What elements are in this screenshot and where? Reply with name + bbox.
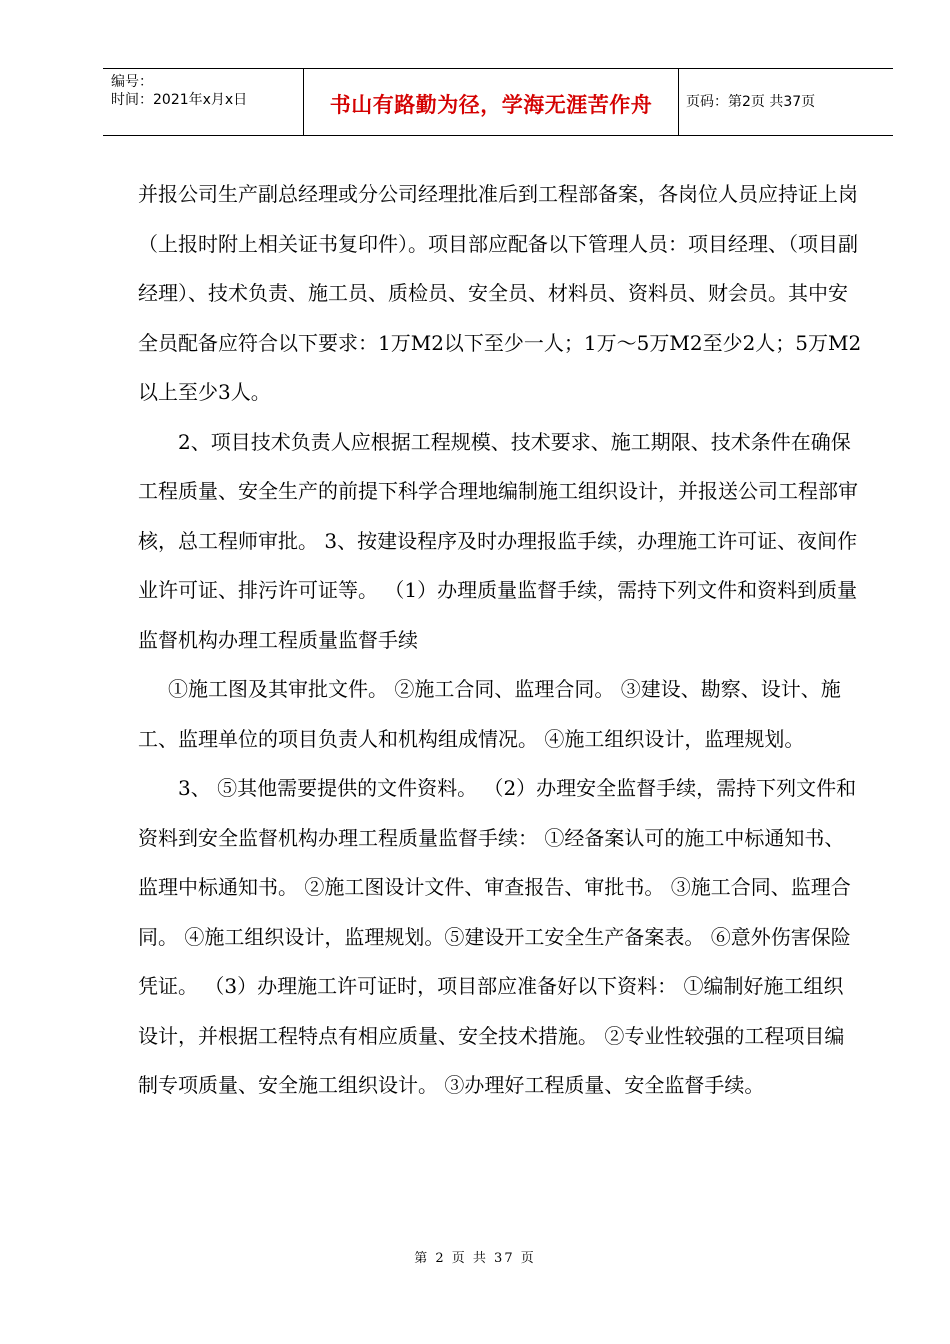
paragraph: 3、 ⑤其他需要提供的文件资料。 （2）办理安全监督手续，需持下列文件和资料到安全监督机构办理工程质量监督手续： ①经备案认可的施工中标通知书、监理中标通知书。 ②施工图设计文件、审查报告、审批书。 ③施工合同、监理合同。 ④施工组织设计，监理规划。⑤建设开工安全生产备案表。 ⑥意外伤害保险凭证。 （3）办理施工许可证时，项目部应准备好以下资料： ①编制好施工组织设计，并根据工程特点有相应质量、安全技术措施。 ②专业性较强的工程项目编制专项质量、安全施工组织设计。 ③办理好工程质量、安全监督手续。: [138, 776, 857, 1097]
paragraph: ①施工图及其审批文件。 ②施工合同、监理合同。 ③建设、勘察、设计、施工、监理单位的项目负责人和机构组成情况。 ④施工组织设计，监理规划。: [138, 677, 841, 751]
header-middle-cell: [303, 69, 679, 135]
header-left-cell: [103, 69, 303, 135]
page-footer: 第 2 页 共 37 页: [414, 1251, 536, 1266]
paragraph: 2、项目技术负责人应根据工程规模、技术要求、施工期限、技术条件在确保工程质量、安全生产的前提下科学合理地编制施工组织设计，并报送公司工程部审核，总工程师审批。 3、按建设程序及时办理报监手续，办理施工许可证、夜间作业许可证、排污许可证等。 （1）办理质量监督手续，需持下列文件和资料到质量监督机构办理工程质量监督手续: [138, 429, 858, 652]
header-motto: 书山有路勤为径，学海无涯苦作舟: [329, 93, 653, 117]
page-number-label: 页码：第2页 共37页: [686, 94, 816, 110]
time-label: 时间：2021年x月x日: [111, 92, 248, 108]
document-body: [138, 170, 862, 1111]
header-right-cell: [678, 69, 893, 135]
page-header: [103, 68, 893, 136]
paragraph: 并报公司生产副总经理或分公司经理批准后到工程部备案，各岗位人员应持证上岗（上报时附上相关证书复印件）。项目部应配备以下管理人员：项目经理、（项目副经理）、技术负责、施工员、质检员、安全员、材料员、资料员、财会员。其中安全员配备应符合以下要求：1万M2以下至少一人；1万～5万M2至少2人；5万M2以上至少3人。: [138, 182, 862, 404]
serial-label: 编号：: [111, 74, 153, 90]
